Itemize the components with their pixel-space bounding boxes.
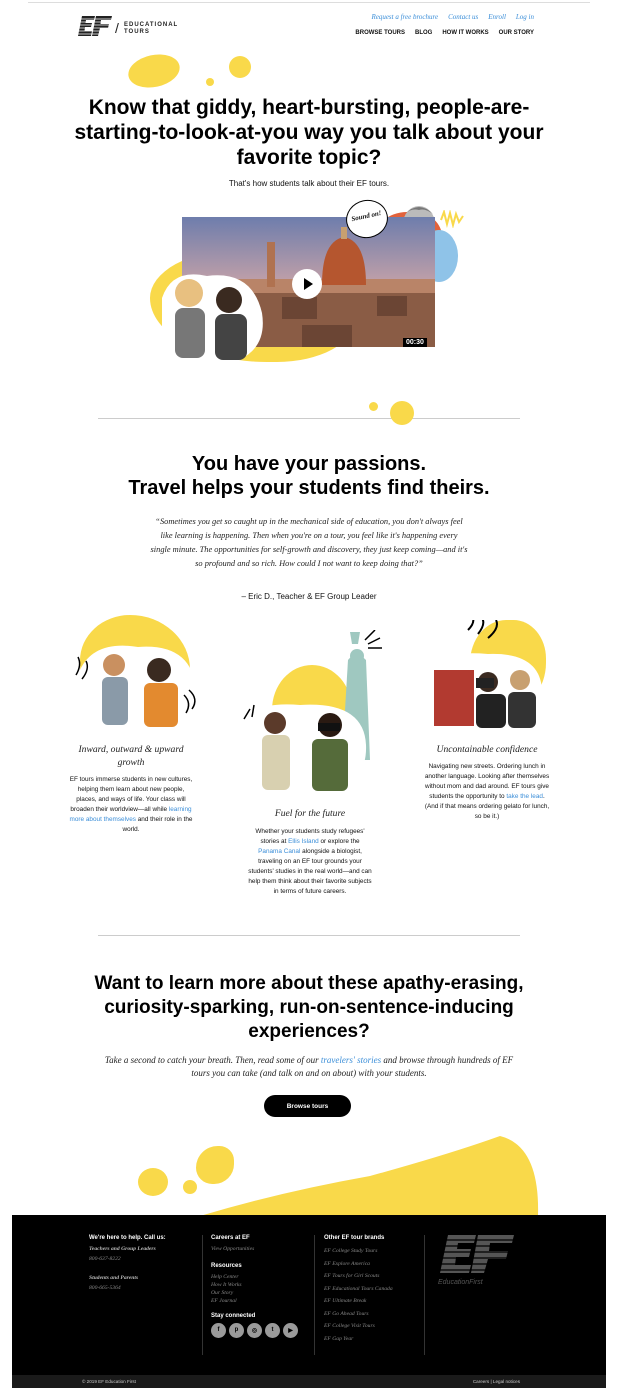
help-center-link[interactable]: Help Center [211,1273,239,1280]
students-hiking-photo [74,635,202,733]
decor-dot [369,402,378,411]
teachers-phone[interactable]: 800-637-8222 [89,1255,121,1262]
footer-careers-column [211,1235,311,1338]
top-border [28,2,590,3]
ellis-island-link[interactable]: Ellis Island [288,838,319,845]
utility-nav [371,13,534,21]
video-duration: 00:30 [403,338,427,347]
nav-our-story[interactable]: OUR STORY [498,30,534,36]
column-body-growth [68,775,194,835]
decor-blob [138,1168,168,1196]
copyright-text: © 2019 EF Education First [82,1379,136,1384]
footer-help-heading: We're here to help. Call us: [89,1235,166,1241]
brand-link[interactable]: EF Gap Year [324,1335,354,1342]
panama-canal-link[interactable]: Panama Canal [258,848,301,855]
youtube-icon[interactable]: ▶ [283,1323,298,1338]
students-phone[interactable]: 800-665-5364 [89,1284,121,1291]
learn-more-title: Want to learn more about these apathy-erasing, curiosity-sparking, run-on-sentence-inducing experiences? [94,973,524,1042]
passions-title-line1: You have your passions. [191,453,427,475]
column-body-text: EF tours immerse students in new cultures, helping them learn about new people, places, and ways of life. Your class will broaden their worldview—all while [69,776,193,813]
enroll-link[interactable]: Enroll [488,13,506,21]
section-divider [98,418,520,419]
footer-logo-caption: EducationFirst [438,1279,483,1286]
play-button[interactable] [292,269,322,299]
column-body-text: . (And if that means ordering gelato for lunch, so be it.) [424,793,550,820]
footer-separator [202,1235,203,1355]
column-body-future [248,827,372,897]
legal-links[interactable]: Careers | Legal notices [472,1379,520,1384]
column-body-text: or explore the [318,838,360,845]
brand-link[interactable]: EF Tours for Girl Scouts [324,1273,380,1279]
twitter-icon[interactable]: t [265,1323,280,1338]
ef-footer-logo-icon[interactable] [440,1235,514,1279]
instagram-icon[interactable]: ◎ [247,1323,262,1338]
social-links [211,1323,311,1338]
nav-how-it-works[interactable]: HOW IT WORKS [442,30,489,36]
ef-journal-link[interactable]: EF Journal [211,1297,237,1304]
students-photo [157,268,269,368]
log-in-link[interactable]: Log in [515,13,534,21]
facebook-icon[interactable]: f [211,1323,226,1338]
testimonial-attribution: – Eric D., Teacher & EF Group Leader [241,592,377,601]
learn-more-text: Take a second to catch your breath. Then, read some of our [104,1055,321,1065]
browse-tours-button[interactable]: Browse tours [264,1095,351,1117]
column-body-text: and their role in the world. [122,816,193,833]
resources-heading: Resources [211,1262,242,1269]
copyright-bar [12,1375,606,1388]
testimonial-quote: “Sometimes you get so caught up in the mechanical side of education, you don't always feel like learning is happening. Then when you're on a tour, you feel like it's happening every single minute. The opportunities for self-growth and discovery, they just keep coming—and it's so profound and so rich. How could I not want to keep doing that?” [150,517,468,568]
footer [12,1215,606,1375]
contact-us-link[interactable]: Contact us [448,13,479,21]
careers-heading: Careers at EF [211,1235,250,1241]
column-body-text: alongside a biologist, traveling on an EF tour grounds your students' studies in the real world—and can help them think about their favorite subjects in terms of future careers. [248,848,372,895]
section-divider [98,935,520,936]
column-body-confidence [424,762,550,822]
decor-dot [183,1180,197,1194]
how-it-works-link[interactable]: How It Works [211,1281,242,1288]
passions-title [80,452,538,500]
teachers-label: Teachers and Group Leaders [89,1246,156,1252]
learn-more-text: and browse through hundreds of EF tours you can take (and talk on and on about) with your students. [191,1055,514,1078]
decor-dot [229,56,251,78]
sound-on-badge: Sound on! [343,196,392,242]
nav-blog[interactable]: BLOG [414,30,433,36]
decor-wave-blob [200,1136,546,1216]
footer-separator [314,1235,315,1355]
footer-brands-column [324,1235,434,1345]
learn-more-body [100,1054,518,1080]
column-title-future: Fuel for the future [274,808,346,819]
logo-divider: / [115,20,119,36]
stay-connected-heading: Stay connected [211,1312,256,1319]
request-brochure-link[interactable]: Request a free brochure [371,13,439,21]
brand-link[interactable]: EF Go Ahead Tours [324,1310,369,1317]
brands-heading: Other EF tour brands [324,1235,385,1241]
decor-blob [125,50,183,92]
brand-link[interactable]: EF College Study Tours [324,1248,378,1254]
logo-text: EDUCATIONAL TOURS [124,22,179,35]
column-body-text: Navigating new streets. Ordering lunch in another language. Looking after themselves without mom and dad around. EF tours give students the opportunity to [424,763,550,800]
brand-link[interactable]: EF College Visit Tours [324,1323,375,1329]
brand-link[interactable]: EF Ultimate Break [324,1298,367,1304]
hero-subtitle: That's how students talk about their EF tours. [228,179,390,188]
learning-more-link[interactable]: learning more about themselves [69,806,192,823]
our-story-link[interactable]: Our Story [211,1289,234,1296]
column-body-text: Whether your students study refugees' stories at [255,828,365,845]
ef-logo-icon[interactable] [78,16,112,36]
brand-link[interactable]: EF Educational Tours Canada [324,1285,393,1292]
main-nav [355,30,534,36]
hero-title: Know that giddy, heart-bursting, people-are-starting-to-look-at-you way you talk about your favorite topic? [74,96,544,169]
student-binoculars-photo [240,695,370,797]
squiggle-decor [440,210,464,228]
brand-link[interactable]: EF Explore America [324,1260,370,1267]
column-title-growth: Inward, outward & upward growth [78,744,184,768]
play-icon [304,278,313,290]
students-label: Students and Parents [89,1275,139,1282]
view-opportunities-link[interactable]: View Opportunities [211,1246,255,1252]
passions-title-line2: Travel helps your students find theirs. [128,477,490,499]
student-camera-photo [428,620,546,732]
travelers-stories-link[interactable]: travelers' stories [320,1055,382,1065]
column-title-confidence: Uncontainable confidence [436,744,538,755]
decor-dot [390,401,414,425]
pinterest-icon[interactable]: p [229,1323,244,1338]
take-the-lead-link[interactable]: take the lead [506,793,543,800]
decor-dot [206,78,214,86]
footer-separator [424,1235,425,1355]
nav-browse-tours[interactable]: BROWSE TOURS [355,30,405,36]
footer-help-column [89,1235,199,1293]
